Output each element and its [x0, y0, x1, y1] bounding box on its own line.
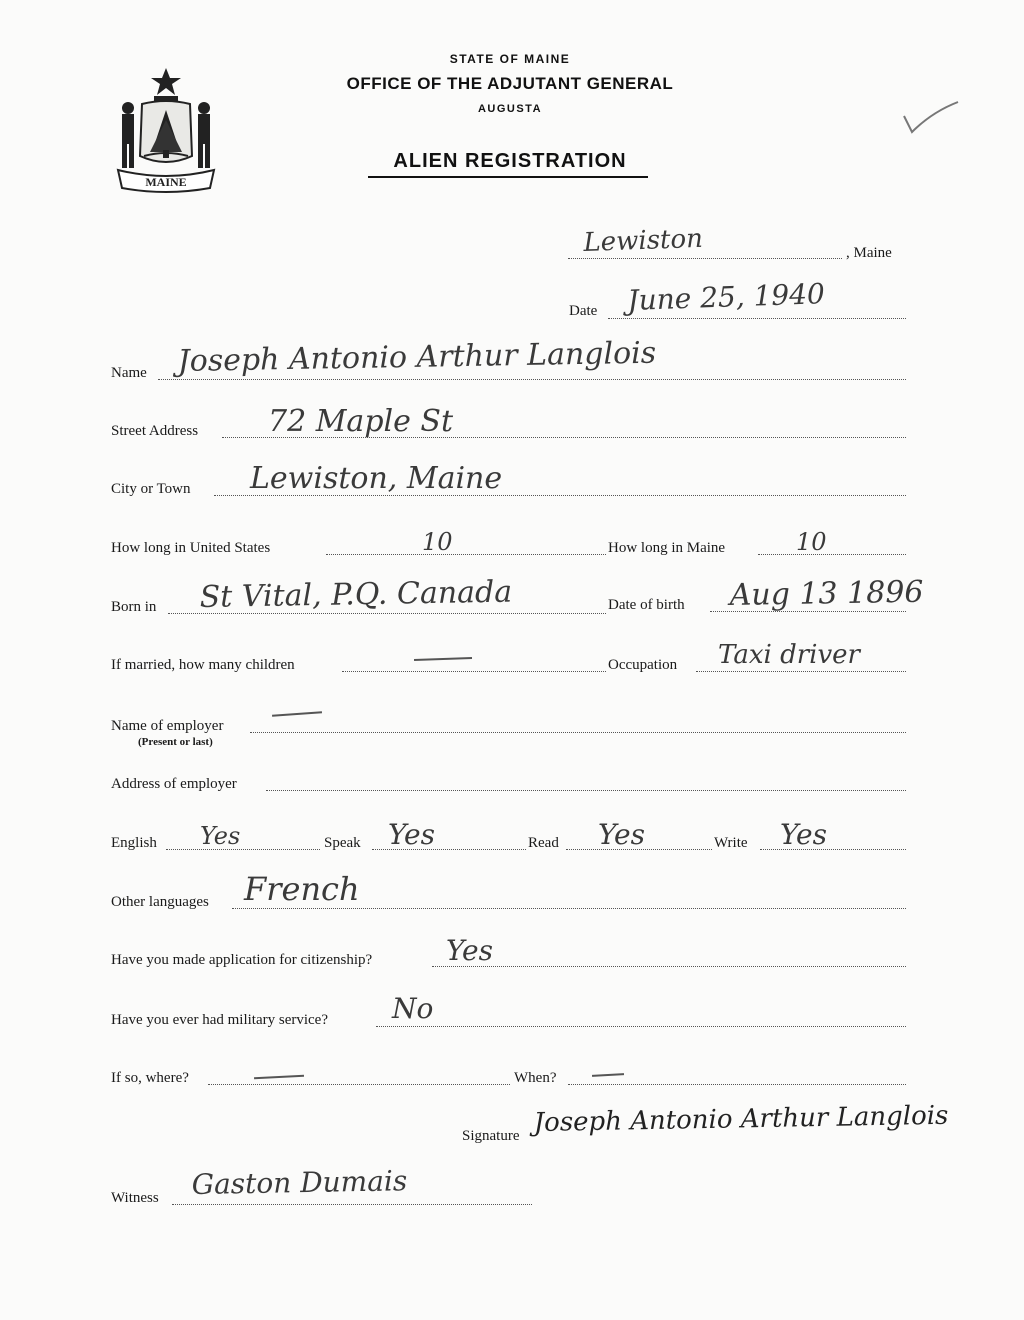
- employer-label: Name of employer: [111, 718, 224, 734]
- employer-address-line: [266, 790, 906, 791]
- witness-line: [172, 1204, 532, 1205]
- where-label: If so, where?: [111, 1070, 189, 1086]
- signature-label: Signature: [462, 1128, 520, 1144]
- citizenship-value[interactable]: Yes: [446, 934, 493, 967]
- when-label: When?: [514, 1070, 557, 1086]
- children-dash: [414, 657, 472, 661]
- signature-value[interactable]: Joseph Antonio Arthur Langlois: [533, 1100, 949, 1138]
- form-title: ALIEN REGISTRATION: [393, 150, 627, 172]
- speak-label: Speak: [324, 835, 361, 851]
- employer-sublabel: (Present or last): [138, 736, 213, 748]
- place-suffix-label: , Maine: [846, 245, 892, 261]
- children-line: [342, 671, 606, 672]
- other-languages-line: [232, 908, 906, 909]
- checkmark-icon: [896, 98, 966, 138]
- read-value[interactable]: Yes: [598, 818, 645, 851]
- write-value[interactable]: Yes: [780, 818, 827, 851]
- where-dash: [254, 1075, 304, 1079]
- citizenship-line: [432, 966, 906, 967]
- other-languages-label: Other languages: [111, 894, 209, 910]
- dob-value[interactable]: Aug 13 1896: [729, 574, 924, 613]
- military-label: Have you ever had military service?: [111, 1012, 328, 1028]
- english-value[interactable]: Yes: [200, 822, 241, 850]
- state-heading: STATE OF MAINE: [449, 52, 571, 66]
- how-long-maine-value[interactable]: 10: [796, 528, 827, 556]
- where-line: [208, 1084, 510, 1085]
- how-long-maine-line: [758, 554, 906, 555]
- city-value[interactable]: Lewiston, Maine: [250, 461, 503, 496]
- date-value[interactable]: June 25, 1940: [626, 277, 826, 317]
- employer-line: [250, 732, 906, 733]
- military-value[interactable]: No: [392, 992, 434, 1025]
- dob-label: Date of birth: [608, 597, 685, 613]
- occupation-label: Occupation: [608, 657, 678, 673]
- how-long-maine-label: How long in Maine: [608, 540, 726, 556]
- street-label: Street Address: [111, 423, 199, 439]
- citizenship-label: Have you made application for citizenship?: [111, 952, 373, 968]
- born-label: Born in: [111, 599, 157, 615]
- place-value[interactable]: Lewiston: [582, 223, 704, 258]
- english-line: [166, 849, 320, 850]
- street-value[interactable]: 72 Maple St: [268, 404, 454, 439]
- military-line: [376, 1026, 906, 1027]
- name-label: Name: [111, 365, 147, 381]
- read-label: Read: [528, 835, 559, 851]
- how-long-us-label: How long in United States: [111, 540, 271, 556]
- other-languages-value[interactable]: French: [244, 870, 360, 908]
- seal-banner-text: MAINE: [145, 175, 187, 189]
- state-seal-icon: [112, 64, 220, 196]
- how-long-us-value[interactable]: 10: [422, 528, 453, 556]
- when-line: [568, 1084, 906, 1085]
- children-label: If married, how many children: [111, 657, 295, 673]
- witness-label: Witness: [111, 1190, 159, 1206]
- name-line: [158, 379, 906, 380]
- witness-value[interactable]: Gaston Dumais: [191, 1164, 408, 1201]
- how-long-us-line: [326, 554, 606, 555]
- city-heading: AUGUSTA: [477, 103, 543, 115]
- office-heading: OFFICE OF THE ADJUTANT GENERAL: [346, 74, 674, 93]
- employer-address-label: Address of employer: [111, 776, 237, 792]
- date-line: [608, 318, 906, 319]
- write-label: Write: [714, 835, 748, 851]
- place-line: [568, 258, 842, 259]
- born-value[interactable]: St Vital, P.Q. Canada: [199, 574, 513, 615]
- english-label: English: [111, 835, 157, 851]
- name-value[interactable]: Joseph Antonio Arthur Langlois: [177, 335, 657, 379]
- when-dash: [592, 1073, 624, 1076]
- occupation-line: [696, 671, 906, 672]
- speak-value[interactable]: Yes: [388, 818, 435, 851]
- city-label: City or Town: [111, 481, 191, 497]
- employer-dash: [272, 711, 322, 716]
- occupation-value[interactable]: Taxi driver: [718, 640, 860, 670]
- date-label: Date: [569, 303, 598, 319]
- title-underline: [368, 176, 648, 178]
